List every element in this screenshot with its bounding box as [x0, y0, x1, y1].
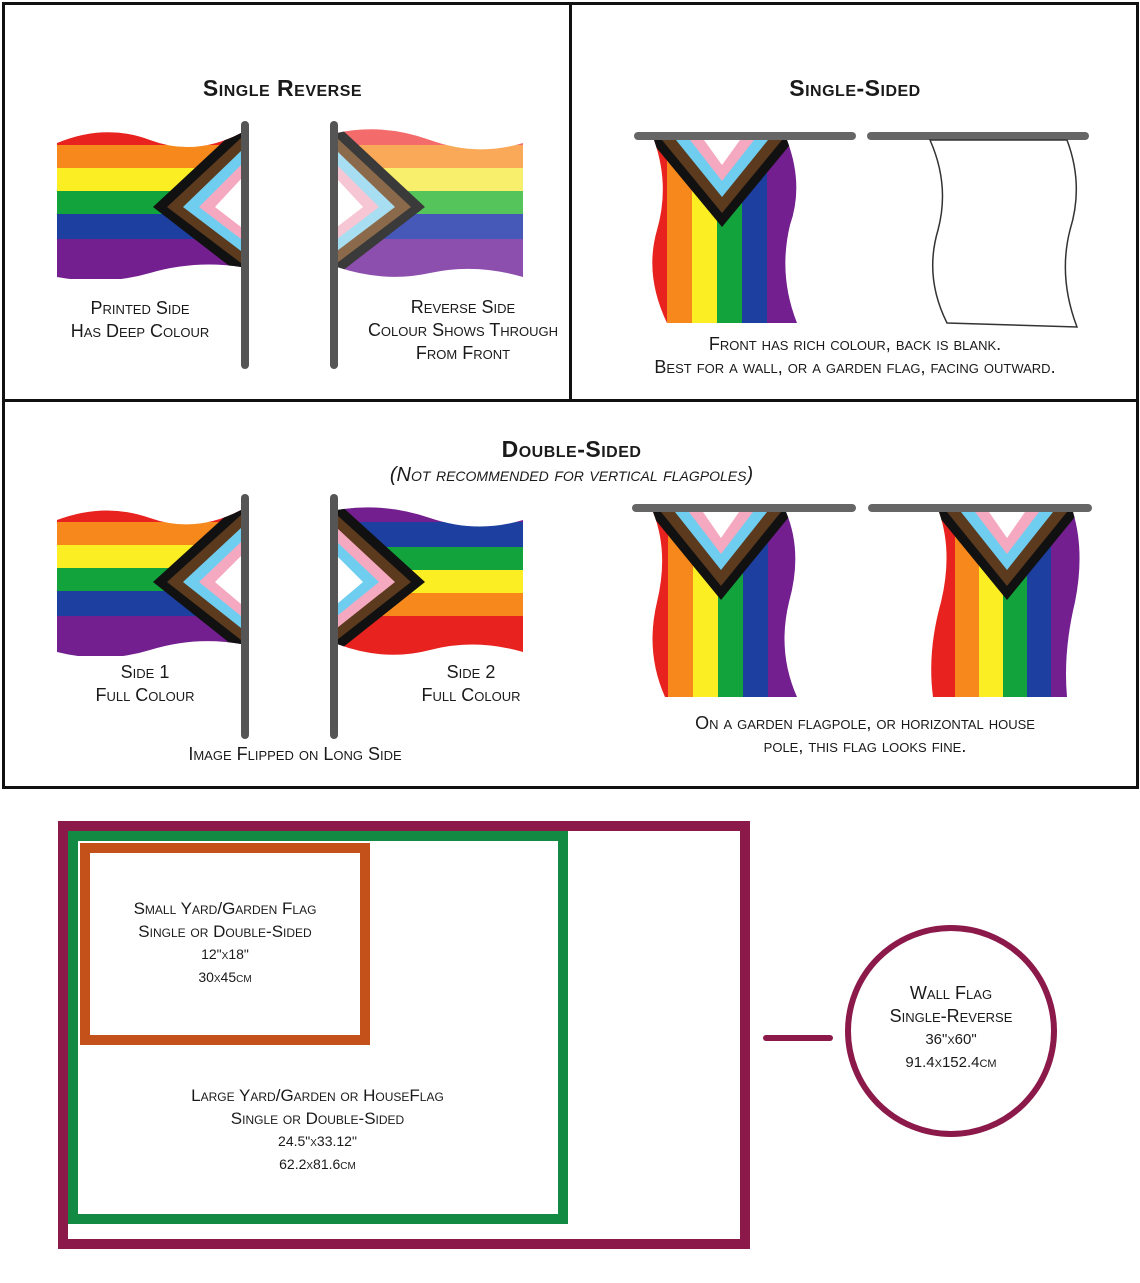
single-sided-caption: Front has rich colour, back is blank. Best for a wall, or a garden flag, facing outward. — [654, 334, 1056, 377]
flagpole — [330, 121, 338, 369]
side-2-caption: Side 2 Full Colour — [421, 662, 521, 705]
single-reverse-title: Single Reverse — [202, 75, 363, 101]
connector-line — [763, 1035, 833, 1041]
double-sided-subtitle: (Not recommended for vertical flagpoles) — [389, 464, 754, 486]
double-sided-title: Double-Sided — [501, 436, 642, 462]
flip-caption: Image Flipped on Long Side — [188, 744, 402, 764]
double-sided-panel — [2, 399, 1139, 789]
single-sided-title: Single-Sided — [789, 75, 921, 101]
printed-side-caption: Printed Side Has Deep Colour — [70, 298, 210, 341]
large-flag-label: Large Yard/Garden or HouseFlag Single or Double-Sided 24.5"x33.12" 62.2x81.6cm — [191, 1086, 444, 1172]
wall-flag-label: Wall Flag Single-Reverse 36"x60" 91.4x152.4cm — [889, 983, 1013, 1071]
side-1-caption: Side 1 Full Colour — [95, 662, 195, 705]
small-flag-label: Small Yard/Garden Flag Single or Double-Sided 12"x18" 30x45cm — [133, 899, 317, 985]
single-reverse-panel — [2, 2, 572, 402]
garden-flagpole-caption: On a garden flagpole, or horizontal house pole, this flag looks fine. — [695, 713, 1035, 756]
reverse-side-caption: Reverse Side Colour Shows Through From Front — [367, 297, 559, 363]
single-sided-panel — [569, 2, 1139, 402]
